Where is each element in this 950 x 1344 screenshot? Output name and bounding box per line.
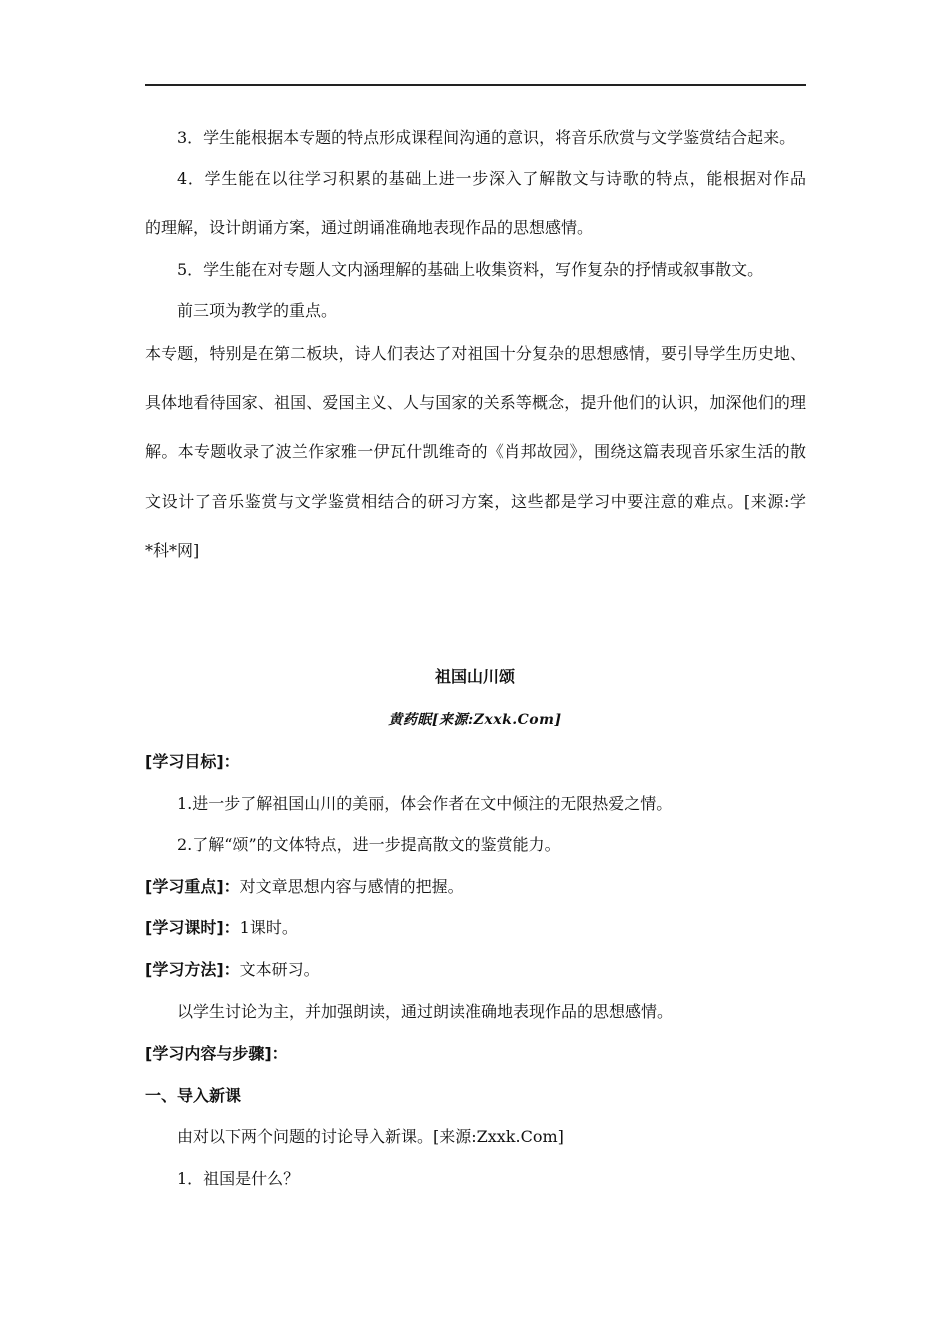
focus-row (145, 877, 464, 897)
difficulty-line: 本专题，特别是在第二板块，诗人们表达了对祖国十分复杂的思想感情，要引导学生历史地、 (145, 344, 806, 363)
hours-text: 1课时。 (239, 918, 298, 937)
hours-row (145, 918, 298, 938)
method-text: 文本研习。 (239, 960, 320, 979)
goals-label: [学习目标]： (145, 752, 240, 771)
goal-2: 2.了解“颂”的文体特点，进一步提高散文的鉴赏能力。 (177, 835, 561, 854)
focus-label: [学习重点]： (145, 877, 240, 896)
objective-item-4-line-1: 4．学生能在以往学习积累的基础上进一步深入了解散文与诗歌的特点，能根据对作品 (177, 169, 806, 188)
method-label: [学习方法]： (145, 960, 240, 979)
goal-1: 1.进一步了解祖国山川的美丽，体会作者在文中倾注的无限热爱之情。 (177, 794, 673, 813)
section-1-heading: 一、导入新课 (145, 1086, 242, 1105)
focus-note: 前三项为教学的重点。 (177, 301, 338, 320)
question-1: 1．祖国是什么？ (177, 1169, 300, 1188)
difficulty-line: 具体地看待国家、祖国、爱国主义、人与国家的关系等概念，提升他们的认识，加深他们的理 (145, 393, 806, 412)
lesson-title: 祖国山川颂 (434, 667, 515, 686)
objective-item-5: 5．学生能在对专题人文内涵理解的基础上收集资料，写作复杂的抒情或叙事散文。 (177, 260, 764, 279)
method-detail: 以学生讨论为主，并加强朗读，通过朗读准确地表现作品的思想感情。 (177, 1002, 674, 1021)
lesson-author: 黄药眠[来源:Zxxk.Com] (388, 712, 562, 728)
difficulty-line: 文设计了音乐鉴赏与文学鉴赏相结合的研习方案，这些都是学习中要注意的难点。[来源:学 (145, 492, 806, 511)
header-rule (145, 84, 806, 86)
section-1-intro: 由对以下两个问题的讨论导入新课。[来源:Zxxk.Com] (177, 1127, 564, 1146)
content-label: [学习内容与步骤]： (145, 1044, 288, 1063)
objective-item-4-line-2: 的理解，设计朗诵方案，通过朗诵准确地表现作品的思想感情。 (145, 218, 594, 237)
focus-text: 对文章思想内容与感情的把握。 (239, 877, 464, 896)
objective-item-3: 3．学生能根据本专题的特点形成课程间沟通的意识，将音乐欣赏与文学鉴赏结合起来。 (177, 128, 796, 147)
difficulty-line: *科*网] (145, 541, 200, 560)
difficulty-line: 解。本专题收录了波兰作家雅一伊瓦什凯维奇的《肖邦故园》，围绕这篇表现音乐家生活的散 (145, 442, 806, 461)
hours-label: [学习课时]： (145, 918, 240, 937)
method-row (145, 960, 320, 980)
